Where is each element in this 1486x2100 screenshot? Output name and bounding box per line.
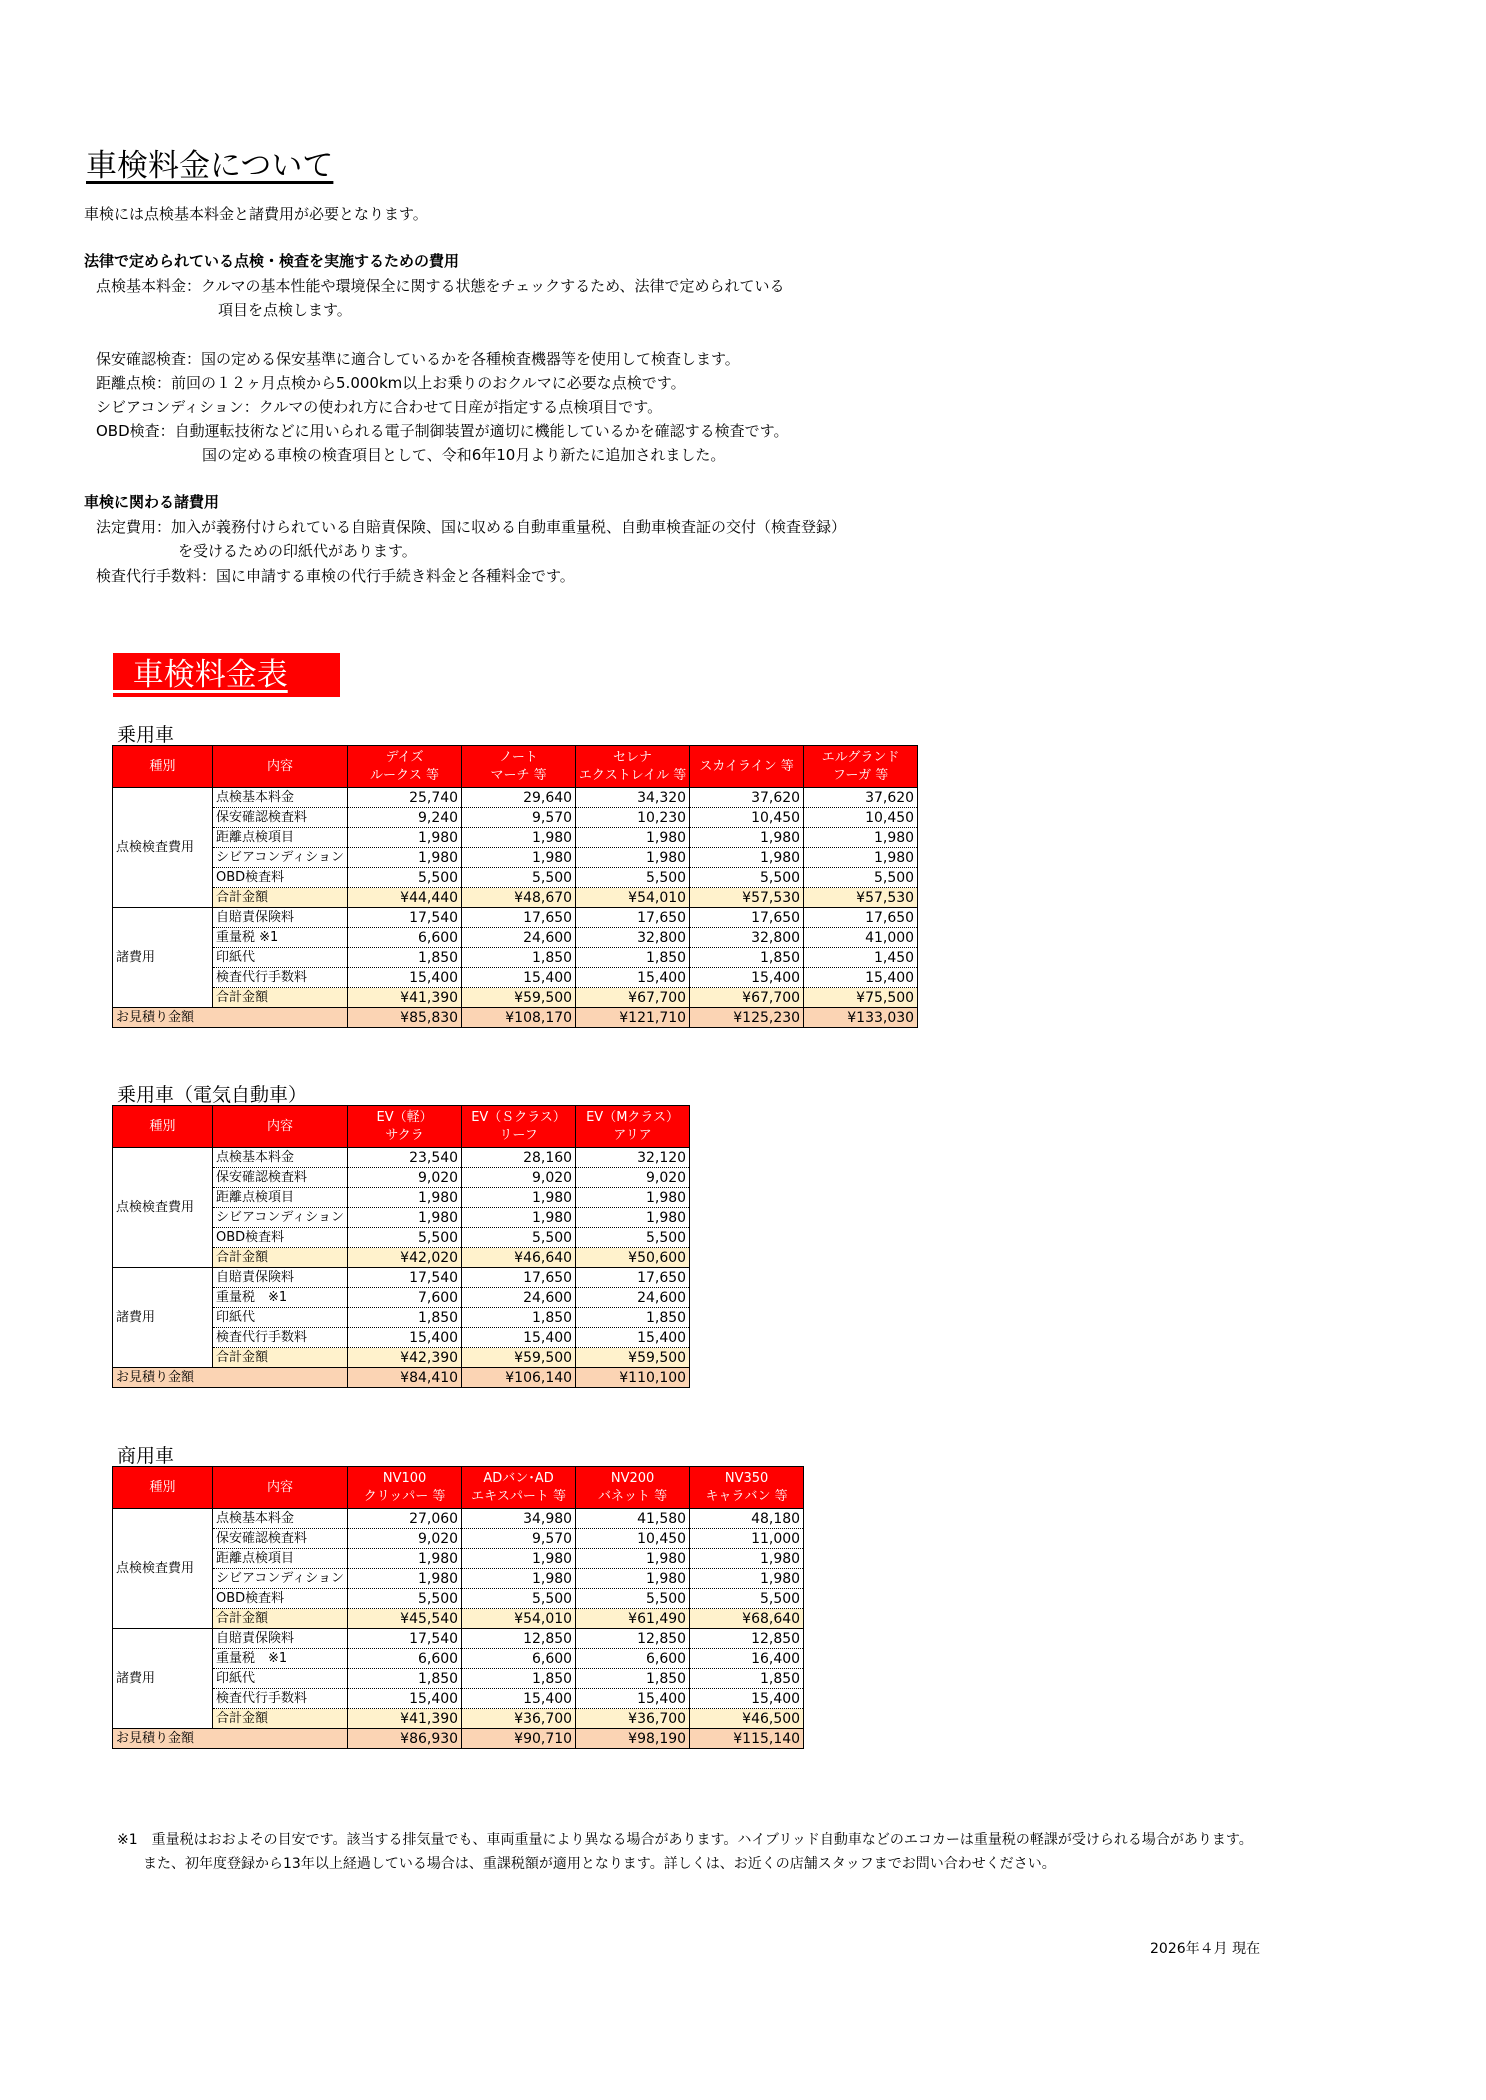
price-cell: 5,500 — [576, 868, 690, 888]
subtotal-cell: ¥45,540 — [348, 1609, 462, 1629]
price-cell: 37,620 — [690, 788, 804, 808]
subtotal-cell: ¥46,500 — [690, 1709, 804, 1729]
subtotal-cell: ¥67,700 — [576, 988, 690, 1008]
price-cell: 11,000 — [690, 1529, 804, 1549]
price-cell: 5,500 — [348, 1589, 462, 1609]
table-header-row — [113, 1467, 804, 1509]
subtotal-cell: ¥41,390 — [348, 988, 462, 1008]
header-content: 内容 — [213, 746, 348, 788]
price-cell: 1,850 — [462, 1308, 576, 1328]
header-vehicle-line2: アリア — [613, 1127, 652, 1143]
section2-line: を受けるための印紙代があります。 — [178, 542, 417, 560]
price-cell: 5,500 — [462, 1589, 576, 1609]
total-cell: ¥85,830 — [348, 1008, 462, 1028]
header-vehicle-column — [690, 746, 804, 788]
price-cell: 15,400 — [462, 1689, 576, 1709]
subtotal-cell: ¥57,530 — [690, 888, 804, 908]
price-cell: 17,540 — [348, 1629, 462, 1649]
price-cell: 1,980 — [348, 1188, 462, 1208]
price-cell: 1,850 — [576, 948, 690, 968]
header-vehicle-column — [348, 1106, 462, 1148]
table-row — [113, 968, 918, 988]
total-cell: ¥108,170 — [462, 1008, 576, 1028]
subtotal-cell: ¥42,390 — [348, 1348, 462, 1368]
price-cell: 1,980 — [804, 828, 918, 848]
price-cell: 17,650 — [576, 1268, 690, 1288]
row-label: 重量税 ※1 — [213, 928, 348, 948]
header-vehicle-line2: フーガ 等 — [832, 767, 889, 783]
subtotal-cell: ¥54,010 — [462, 1609, 576, 1629]
total-label: お見積り金額 — [113, 1368, 348, 1388]
price-cell: 15,400 — [462, 1328, 576, 1348]
price-cell: 5,500 — [690, 868, 804, 888]
table-title: 乗用車（電気自動車） — [117, 1084, 308, 1106]
table-header-row — [113, 1106, 690, 1148]
subtotal-label: 合計金額 — [213, 1348, 348, 1368]
table-row — [113, 1529, 804, 1549]
price-cell: 1,980 — [576, 828, 690, 848]
price-cell: 6,600 — [576, 1649, 690, 1669]
subtotal-label: 合計金額 — [213, 988, 348, 1008]
price-cell: 5,500 — [576, 1228, 690, 1248]
table-row — [113, 928, 918, 948]
header-vehicle-line1: セレナ — [613, 749, 653, 765]
price-cell: 1,980 — [576, 848, 690, 868]
price-cell: 9,020 — [348, 1168, 462, 1188]
header-vehicle-line1: スカイライン 等 — [699, 758, 794, 774]
price-cell: 1,850 — [690, 1669, 804, 1689]
price-cell: 15,400 — [348, 968, 462, 988]
row-category: 諸費用 — [113, 1268, 213, 1368]
subtotal-cell: ¥36,700 — [462, 1709, 576, 1729]
subtotal-cell: ¥46,640 — [462, 1248, 576, 1268]
price-cell: 6,600 — [348, 928, 462, 948]
total-cell: ¥125,230 — [690, 1008, 804, 1028]
subtotal-label: 合計金額 — [213, 888, 348, 908]
price-cell: 1,850 — [348, 1669, 462, 1689]
header-vehicle-line2: ルークス 等 — [370, 767, 440, 783]
price-cell: 9,570 — [462, 808, 576, 828]
header-vehicle-line1: ADバン･AD — [483, 1470, 554, 1486]
price-cell: 15,400 — [576, 1689, 690, 1709]
price-cell: 41,000 — [804, 928, 918, 948]
total-row — [113, 1368, 690, 1388]
intro-text: 車検には点検基本料金と諸費用が必要となります。 — [84, 205, 428, 223]
header-vehicle-line2: エクストレイル 等 — [578, 767, 687, 783]
price-cell: 1,450 — [804, 948, 918, 968]
subtotal-cell: ¥50,600 — [576, 1248, 690, 1268]
subtotal-cell: ¥36,700 — [576, 1709, 690, 1729]
subtotal-row — [113, 988, 918, 1008]
header-category: 種別 — [113, 746, 213, 788]
subtotal-cell: ¥67,700 — [690, 988, 804, 1008]
price-cell: 5,500 — [462, 1228, 576, 1248]
header-vehicle-line2: キャラバン 等 — [705, 1488, 788, 1504]
total-label: お見積り金額 — [113, 1008, 348, 1028]
table-row — [113, 1268, 690, 1288]
row-label: 距離点検項目 — [213, 1549, 348, 1569]
row-label: シビアコンディション — [213, 848, 348, 868]
price-cell: 1,980 — [462, 1549, 576, 1569]
total-cell: ¥84,410 — [348, 1368, 462, 1388]
price-cell: 17,650 — [804, 908, 918, 928]
table-row — [113, 1569, 804, 1589]
section1-line: 保安確認検査：国の定める保安基準に適合しているかを各種検査機器等を使用して検査します。 — [96, 350, 740, 368]
price-cell: 1,980 — [462, 1208, 576, 1228]
row-label: 距離点検項目 — [213, 828, 348, 848]
row-category: 点検検査費用 — [113, 1509, 213, 1629]
header-category: 種別 — [113, 1106, 213, 1148]
price-cell: 15,400 — [690, 968, 804, 988]
price-cell: 1,850 — [576, 1669, 690, 1689]
header-category: 種別 — [113, 1467, 213, 1509]
price-cell: 32,120 — [576, 1148, 690, 1168]
header-vehicle-column — [576, 746, 690, 788]
table-title: 乗用車 — [117, 724, 175, 746]
price-cell: 1,980 — [576, 1188, 690, 1208]
section2-heading: 車検に関わる諸費用 — [84, 493, 220, 511]
header-vehicle-line2: リーフ — [499, 1127, 538, 1143]
row-category: 点検検査費用 — [113, 788, 213, 908]
row-label: 点検基本料金 — [213, 1148, 348, 1168]
total-cell: ¥98,190 — [576, 1729, 690, 1749]
row-label: 自賠責保険料 — [213, 1629, 348, 1649]
row-label: 印紙代 — [213, 1669, 348, 1689]
price-cell: 5,500 — [690, 1589, 804, 1609]
price-cell: 29,640 — [462, 788, 576, 808]
header-vehicle-line1: エルグランド — [821, 749, 900, 765]
price-cell: 1,850 — [576, 1308, 690, 1328]
price-cell: 5,500 — [462, 868, 576, 888]
footnote-line: ※1 重量税はおおよその目安です。該当する排気量でも、車両重量により異なる場合があります。ハイブリッド自動車などのエコカーは重量税の軽課が受けられる場合があります。 — [117, 1832, 1253, 1848]
price-cell: 1,980 — [462, 848, 576, 868]
price-cell: 23,540 — [348, 1148, 462, 1168]
price-cell: 10,450 — [576, 1529, 690, 1549]
price-cell: 24,600 — [462, 1288, 576, 1308]
subtotal-cell: ¥54,010 — [576, 888, 690, 908]
price-cell: 1,980 — [462, 1569, 576, 1589]
total-cell: ¥115,140 — [690, 1729, 804, 1749]
price-table-passenger — [112, 745, 918, 1028]
subtotal-row — [113, 1609, 804, 1629]
row-label: 点検基本料金 — [213, 788, 348, 808]
price-cell: 1,980 — [690, 1569, 804, 1589]
price-cell: 17,650 — [576, 908, 690, 928]
section1-line: 点検基本料金：クルマの基本性能や環境保全に関する状態をチェックするため、法律で定められている — [96, 277, 785, 295]
header-vehicle-line1: デイズ — [385, 749, 424, 765]
price-cell: 34,980 — [462, 1509, 576, 1529]
table-row — [113, 788, 918, 808]
row-category: 点検検査費用 — [113, 1148, 213, 1268]
header-vehicle-column — [462, 746, 576, 788]
price-cell: 27,060 — [348, 1509, 462, 1529]
row-label: 検査代行手数料 — [213, 1689, 348, 1709]
price-cell: 1,980 — [462, 828, 576, 848]
total-row — [113, 1729, 804, 1749]
price-cell: 32,800 — [690, 928, 804, 948]
subtotal-cell: ¥61,490 — [576, 1609, 690, 1629]
header-vehicle-column — [576, 1467, 690, 1509]
price-cell: 16,400 — [690, 1649, 804, 1669]
table-row — [113, 828, 918, 848]
price-cell: 1,980 — [348, 1549, 462, 1569]
row-label: 印紙代 — [213, 948, 348, 968]
table-row — [113, 908, 918, 928]
row-label: 印紙代 — [213, 1308, 348, 1328]
table-row — [113, 808, 918, 828]
price-cell: 24,600 — [462, 928, 576, 948]
price-cell: 15,400 — [576, 968, 690, 988]
header-content: 内容 — [213, 1467, 348, 1509]
header-vehicle-line2: サクラ — [385, 1127, 424, 1143]
price-cell: 1,850 — [348, 948, 462, 968]
header-vehicle-column — [462, 1467, 576, 1509]
subtotal-label: 合計金額 — [213, 1609, 348, 1629]
price-cell: 7,600 — [348, 1288, 462, 1308]
price-cell: 1,980 — [576, 1569, 690, 1589]
row-label: 自賠責保険料 — [213, 908, 348, 928]
subtotal-cell: ¥44,440 — [348, 888, 462, 908]
section1-line: シビアコンディション：クルマの使われ方に合わせて日産が指定する点検項目です。 — [96, 398, 663, 416]
subtotal-cell: ¥59,500 — [462, 988, 576, 1008]
header-vehicle-line1: ノート — [499, 749, 538, 765]
table-row — [113, 1589, 804, 1609]
row-label: OBD検査料 — [213, 1228, 348, 1248]
price-cell: 15,400 — [348, 1689, 462, 1709]
price-cell: 1,980 — [690, 848, 804, 868]
table-row — [113, 868, 918, 888]
section1-line: 距離点検：前回の１２ヶ月点検から5.000km以上お乗りのおクルマに必要な点検です。 — [96, 374, 686, 392]
header-vehicle-line2: バネット 等 — [597, 1488, 668, 1504]
section1-heading: 法律で定められている点検・検査を実施するための費用 — [84, 252, 460, 270]
header-vehicle-column — [348, 1467, 462, 1509]
header-vehicle-line1: NV200 — [610, 1470, 655, 1486]
section2-line: 法定費用：加入が義務付けられている自賠責保険、国に収める自動車重量税、自動車検査証の交付（検査登録） — [96, 518, 847, 536]
price-cell: 1,980 — [690, 828, 804, 848]
price-cell: 1,980 — [804, 848, 918, 868]
price-table-banner: 車検料金表 — [113, 653, 340, 697]
row-label: 保安確認検査料 — [213, 1529, 348, 1549]
price-cell: 15,400 — [348, 1328, 462, 1348]
price-table-ev — [112, 1105, 690, 1388]
row-label: 距離点検項目 — [213, 1188, 348, 1208]
section1-line: 項目を点検します。 — [218, 301, 352, 319]
section1-line: OBD検査：自動運転技術などに用いられる電子制御装置が適切に機能しているかを確認する検査です。 — [96, 422, 789, 440]
price-cell: 34,320 — [576, 788, 690, 808]
row-label: 保安確認検査料 — [213, 808, 348, 828]
header-vehicle-line2: エキスパート 等 — [471, 1488, 566, 1504]
price-cell: 10,450 — [690, 808, 804, 828]
header-vehicle-column — [462, 1106, 576, 1148]
row-label: 重量税 ※1 — [213, 1288, 348, 1308]
price-cell: 9,020 — [462, 1168, 576, 1188]
section1-line: 国の定める車検の検査項目として、令和6年10月より新たに追加されました。 — [202, 446, 726, 464]
row-label: シビアコンディション — [213, 1208, 348, 1228]
price-cell: 48,180 — [690, 1509, 804, 1529]
as-of-date: 2026年４月 現在 — [1150, 1941, 1261, 1957]
price-cell: 15,400 — [690, 1689, 804, 1709]
price-cell: 17,650 — [462, 908, 576, 928]
price-cell: 1,850 — [690, 948, 804, 968]
subtotal-cell: ¥59,500 — [462, 1348, 576, 1368]
price-cell: 1,850 — [348, 1308, 462, 1328]
price-cell: 41,580 — [576, 1509, 690, 1529]
price-cell: 1,980 — [690, 1549, 804, 1569]
price-cell: 9,020 — [576, 1168, 690, 1188]
header-content: 内容 — [213, 1106, 348, 1148]
price-cell: 17,540 — [348, 908, 462, 928]
table-title: 商用車 — [117, 1445, 175, 1467]
row-category: 諸費用 — [113, 908, 213, 1008]
price-cell: 5,500 — [576, 1589, 690, 1609]
total-cell: ¥121,710 — [576, 1008, 690, 1028]
total-cell: ¥86,930 — [348, 1729, 462, 1749]
total-cell: ¥133,030 — [804, 1008, 918, 1028]
price-cell: 1,980 — [576, 1549, 690, 1569]
price-cell: 25,740 — [348, 788, 462, 808]
row-label: OBD検査料 — [213, 1589, 348, 1609]
header-vehicle-line2: マーチ 等 — [490, 767, 547, 783]
price-cell: 1,980 — [348, 828, 462, 848]
price-cell: 17,650 — [462, 1268, 576, 1288]
price-cell: 1,850 — [462, 948, 576, 968]
header-vehicle-column — [690, 1467, 804, 1509]
subtotal-cell: ¥42,020 — [348, 1248, 462, 1268]
price-cell: 10,230 — [576, 808, 690, 828]
subtotal-cell: ¥41,390 — [348, 1709, 462, 1729]
subtotal-cell: ¥68,640 — [690, 1609, 804, 1629]
total-cell: ¥106,140 — [462, 1368, 576, 1388]
header-vehicle-line1: EV（軽） — [376, 1109, 433, 1125]
row-label: シビアコンディション — [213, 1569, 348, 1589]
price-cell: 1,980 — [348, 1569, 462, 1589]
price-cell: 1,850 — [462, 1669, 576, 1689]
subtotal-label: 合計金額 — [213, 1709, 348, 1729]
price-cell: 17,540 — [348, 1268, 462, 1288]
table-row — [113, 948, 918, 968]
table-row — [113, 1148, 690, 1168]
footnote-line: また、初年度登録から13年以上経過している場合は、重課税額が適用となります。詳しくは、お近くの店舗スタッフまでお問い合わせください。 — [143, 1856, 1056, 1872]
price-cell: 32,800 — [576, 928, 690, 948]
total-row — [113, 1008, 918, 1028]
subtotal-label: 合計金額 — [213, 1248, 348, 1268]
header-vehicle-line1: NV350 — [724, 1470, 769, 1486]
price-cell: 28,160 — [462, 1148, 576, 1168]
row-label: 点検基本料金 — [213, 1509, 348, 1529]
price-cell: 5,500 — [348, 1228, 462, 1248]
section2-line: 検査代行手数料：国に申請する車検の代行手続き料金と各種料金です。 — [96, 567, 575, 585]
row-label: 検査代行手数料 — [213, 1328, 348, 1348]
table-row — [113, 1649, 804, 1669]
table-row — [113, 1689, 804, 1709]
price-cell: 15,400 — [804, 968, 918, 988]
page-title: 車検料金について — [86, 148, 334, 184]
row-label: 保安確認検査料 — [213, 1168, 348, 1188]
price-cell: 24,600 — [576, 1288, 690, 1308]
price-cell: 1,980 — [348, 1208, 462, 1228]
price-cell: 15,400 — [462, 968, 576, 988]
price-cell: 17,650 — [690, 908, 804, 928]
total-label: お見積り金額 — [113, 1729, 348, 1749]
price-cell: 9,240 — [348, 808, 462, 828]
price-cell: 15,400 — [576, 1328, 690, 1348]
price-cell: 1,980 — [462, 1188, 576, 1208]
subtotal-cell: ¥57,530 — [804, 888, 918, 908]
header-vehicle-column — [348, 746, 462, 788]
header-vehicle-line1: EV（Ｓクラス） — [471, 1109, 566, 1125]
price-cell: 6,600 — [462, 1649, 576, 1669]
price-cell: 9,020 — [348, 1529, 462, 1549]
table-row — [113, 1549, 804, 1569]
subtotal-cell: ¥48,670 — [462, 888, 576, 908]
subtotal-cell: ¥75,500 — [804, 988, 918, 1008]
price-cell: 5,500 — [348, 868, 462, 888]
price-cell: 9,570 — [462, 1529, 576, 1549]
row-label: 検査代行手数料 — [213, 968, 348, 988]
table-row — [113, 1509, 804, 1529]
price-cell: 6,600 — [348, 1649, 462, 1669]
price-cell: 37,620 — [804, 788, 918, 808]
row-label: OBD検査料 — [213, 868, 348, 888]
table-row — [113, 848, 918, 868]
row-category: 諸費用 — [113, 1629, 213, 1729]
row-label: 自賠責保険料 — [213, 1268, 348, 1288]
price-cell: 1,980 — [348, 848, 462, 868]
price-table-commercial — [112, 1466, 804, 1749]
price-cell: 12,850 — [690, 1629, 804, 1649]
header-vehicle-line2: クリッパー 等 — [363, 1488, 446, 1504]
header-vehicle-column — [576, 1106, 690, 1148]
price-cell: 12,850 — [462, 1629, 576, 1649]
table-row — [113, 1629, 804, 1649]
subtotal-row — [113, 1709, 804, 1729]
price-cell: 1,980 — [576, 1208, 690, 1228]
header-vehicle-column — [804, 746, 918, 788]
price-cell: 12,850 — [576, 1629, 690, 1649]
total-cell: ¥90,710 — [462, 1729, 576, 1749]
header-vehicle-line1: EV（Mクラス） — [586, 1109, 680, 1125]
price-cell: 10,450 — [804, 808, 918, 828]
table-row — [113, 1669, 804, 1689]
header-vehicle-line1: NV100 — [382, 1470, 427, 1486]
price-cell: 5,500 — [804, 868, 918, 888]
row-label: 重量税 ※1 — [213, 1649, 348, 1669]
table-header-row — [113, 746, 918, 788]
subtotal-cell: ¥59,500 — [576, 1348, 690, 1368]
total-cell: ¥110,100 — [576, 1368, 690, 1388]
subtotal-row — [113, 888, 918, 908]
